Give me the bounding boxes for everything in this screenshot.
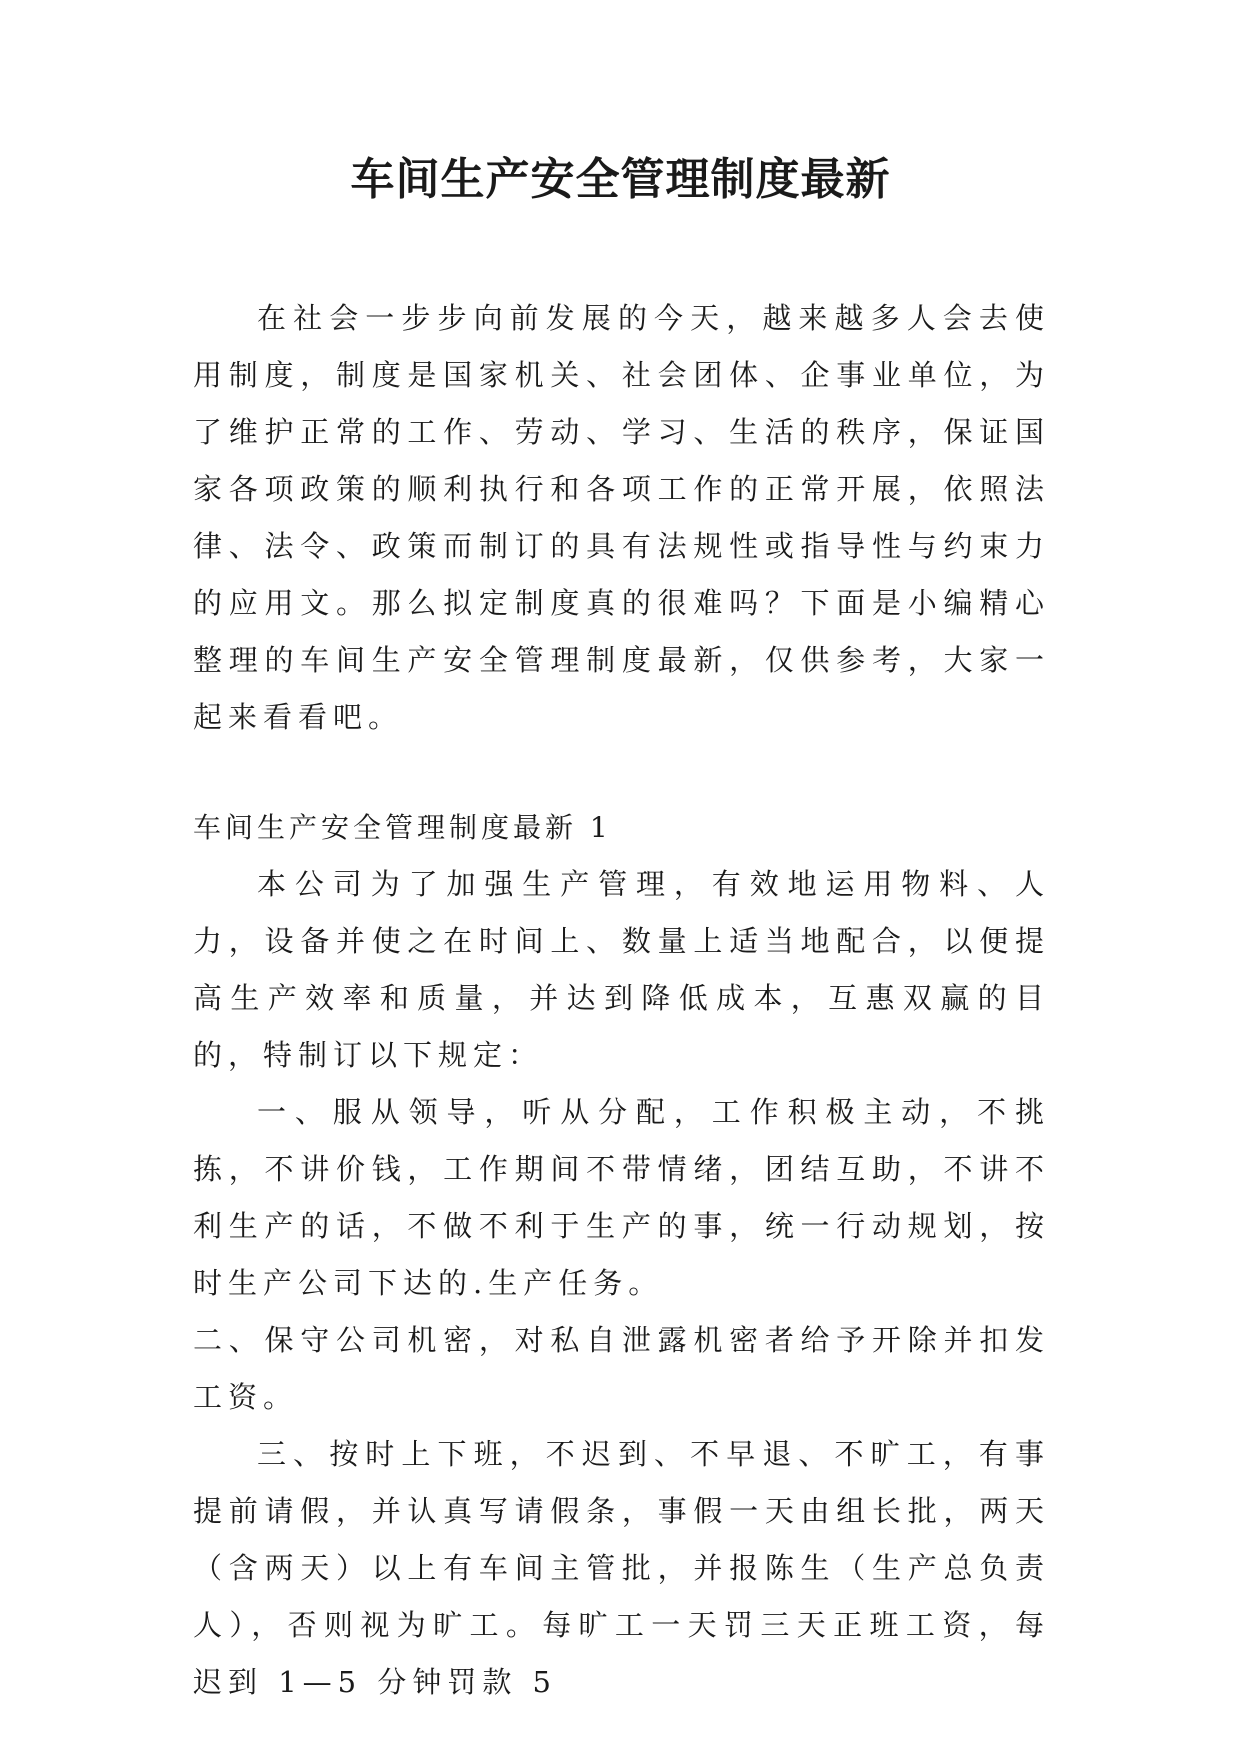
section-intro-paragraph: 本公司为了加强生产管理，有效地运用物料、人力，设备并使之在时间上、数量上适当地配合，以便提高生产效率和质量，并达到降低成本，互惠双赢的目的，特制订以下规定：: [193, 867, 1050, 1072]
paragraph-spacer: [193, 746, 1050, 799]
rule-1-paragraph: 一、服从领导，听从分配，工作积极主动，不挑拣，不讲价钱，工作期间不带情绪，团结互助，不讲不利生产的话，不做不利于生产的事，统一行动规划，按时生产公司下达的.生产任务。: [193, 1095, 1050, 1300]
document-title: 车间生产安全管理制度最新: [350, 154, 891, 205]
document-body: [193, 290, 1050, 1711]
intro-paragraph: 在社会一步步向前发展的今天，越来越多人会去使用制度，制度是国家机关、社会团体、企事业单位，为了维护正常的工作、劳动、学习、生活的秩序，保证国家各项政策的顺利执行和各项工作的正常开展，依照法律、法令、政策而制订的具有法规性或指导性与约束力的应用文。那么拟定制度真的很难吗？下面是小编精心整理的车间生产安全管理制度最新，仅供参考，大家一起来看看吧。: [193, 301, 1050, 734]
rule-3-paragraph: 三、按时上下班，不迟到、不早退、不旷工，有事提前请假，并认真写请假条，事假一天由组长批，两天（含两天）以上有车间主管批，并报陈生（生产总负责人），否则视为旷工。每旷工一天罚三天正班工资，每迟到 1—5 分钟罚款 5: [193, 1437, 1050, 1699]
rule-2-paragraph: 二、保守公司机密，对私自泄露机密者给予开除并扣发工资。: [193, 1323, 1050, 1414]
section-heading: 车间生产安全管理制度最新 1: [193, 811, 612, 844]
